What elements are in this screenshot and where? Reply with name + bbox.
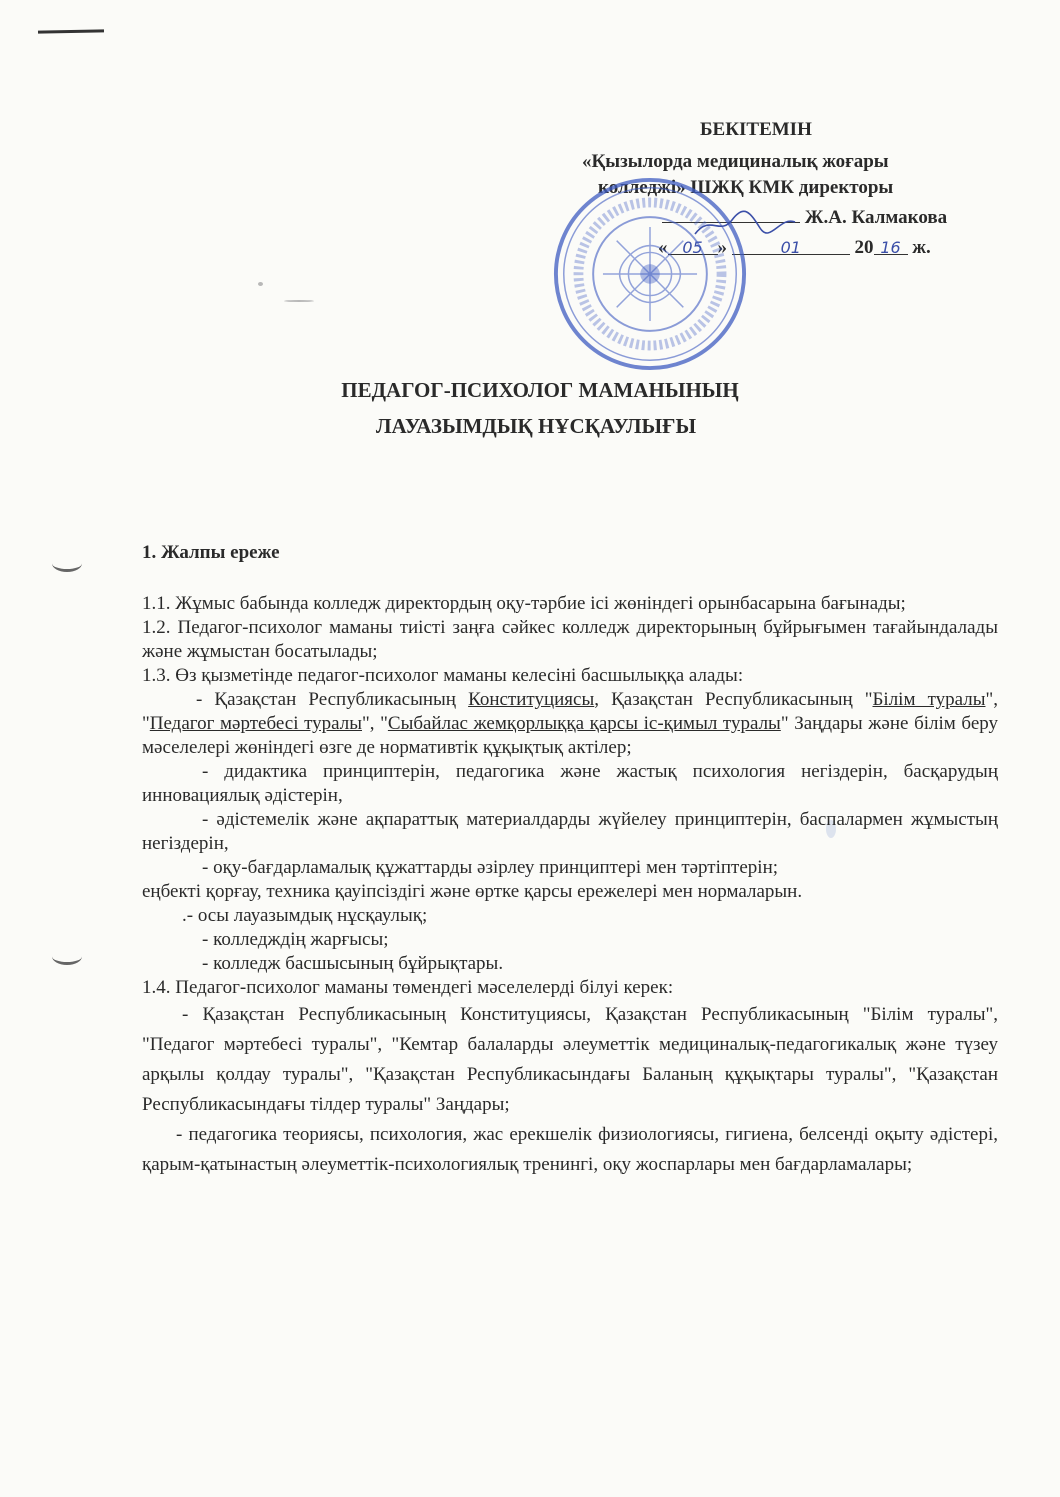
date-year-prefix: 20 — [854, 237, 874, 258]
document-title-line2: ЛАУАЗЫМДЫҚ НҰСҚАУЛЫҒЫ — [375, 414, 697, 438]
knowledge-pedagogy-item: - педагогика теориясы, психология, жас ерекшелік физиологиясы, гигиена, белсенді оқыту әдістері, қарым-қатынастың әлеуметтік-психологиялық тренингі, оқу жоспарлары мен бағдарламалары; — [142, 1124, 998, 1175]
punch-hole-mark — [52, 555, 82, 572]
knowledge-laws-item: - Қазақстан Республикасының Конституциясы, Қазақстан Республикасының "Білім туралы", "Педагог мәртебесі туралы", "Кемтар балаларды әлеуметтік медициналық-педагогикалық және түзеу арқылы қолдау туралы", "Қазақстан Республикасындағы Баланың құқықтары туралы", "Қазақстан Республикасындағы тілдер туралы" Заңдары; — [142, 1004, 998, 1115]
list-item-methods: - әдістемелік және ақпараттық материалдарды жүйелеу принциптерін, баспалармен жұмыстың негіздерін, — [142, 809, 998, 854]
approval-org-line1: «Қызылорда медициналық жоғары — [582, 151, 889, 172]
list-item-programs: - оқу-бағдарламалық құжаттарды әзірлеу принциптері мен тәртіптерін; — [202, 857, 779, 878]
date-unit: ж. — [912, 237, 931, 258]
scan-mark — [38, 29, 104, 33]
section-body — [142, 592, 998, 1180]
paragraph-1-1: 1.1. Жұмыс бабында колледж директордың оқу-тәрбие ісі жөніндегі орынбасарына бағынады; — [142, 593, 906, 614]
paragraph-1-2: 1.2. Педагог-психолог маманы тиісті заңға сәйкес колледж директорының бұйрығымен тағайындалады және жұмыстан босатылады; — [142, 617, 998, 662]
laws-list-item: - Қазақстан Республикасының Конституциясы, Қазақстан Республикасының "Білім туралы", "Педагог мәртебесі туралы", "Сыбайлас жемқорлыққа қарсы іс-қимыл туралы" Заңдары және білім беру мәселелері жөніндегі өзге де нормативтік құқықтық актілер; — [142, 689, 999, 758]
paragraph-1-3: 1.3. Өз қызметінде педагог-психолог маманы келесіні басшылыққа алады: — [142, 665, 744, 686]
list-item-safety: еңбекті қорғау, техника қауіпсіздігі және өртке қарсы ережелері мен нормаларын. — [142, 881, 803, 902]
punch-hole-mark — [52, 948, 82, 965]
list-item-didactics: - дидактика принциптерін, педагогика және жастық психология негіздерін, басқарудың инновациялық әдістерін, — [142, 761, 998, 806]
approval-signatory: Ж.А. Калмакова — [804, 207, 948, 228]
list-item-instruction: .- осы лауазымдық нұсқаулық; — [182, 905, 428, 926]
paragraph-1-4: 1.4. Педагог-психолог маманы төмендегі мәселелерді білуі керек: — [142, 977, 674, 998]
section-heading: 1. Жалпы ереже — [142, 542, 280, 563]
approval-heading: БЕКІТЕМІН — [700, 119, 812, 140]
date-year-suffix: 16 — [880, 238, 901, 257]
approval-date-line: « 05 » 01 20 16 ж. — [658, 237, 931, 258]
document-title-line1: ПЕДАГОГ-ПСИХОЛОГ МАМАНЫНЫҢ — [341, 378, 739, 402]
signature-scribble-icon — [690, 206, 800, 242]
date-month: 01 — [780, 238, 801, 257]
scan-speck — [258, 282, 263, 286]
list-item-charter: - колледждің жарғысы; — [202, 929, 389, 950]
list-item-orders: - колледж басшысының бұйрықтары. — [202, 953, 504, 974]
date-day: 05 — [682, 238, 703, 257]
scan-speck — [284, 300, 314, 302]
approval-org-line2: колледжі» ШЖҚ КМК директоры — [598, 177, 894, 198]
